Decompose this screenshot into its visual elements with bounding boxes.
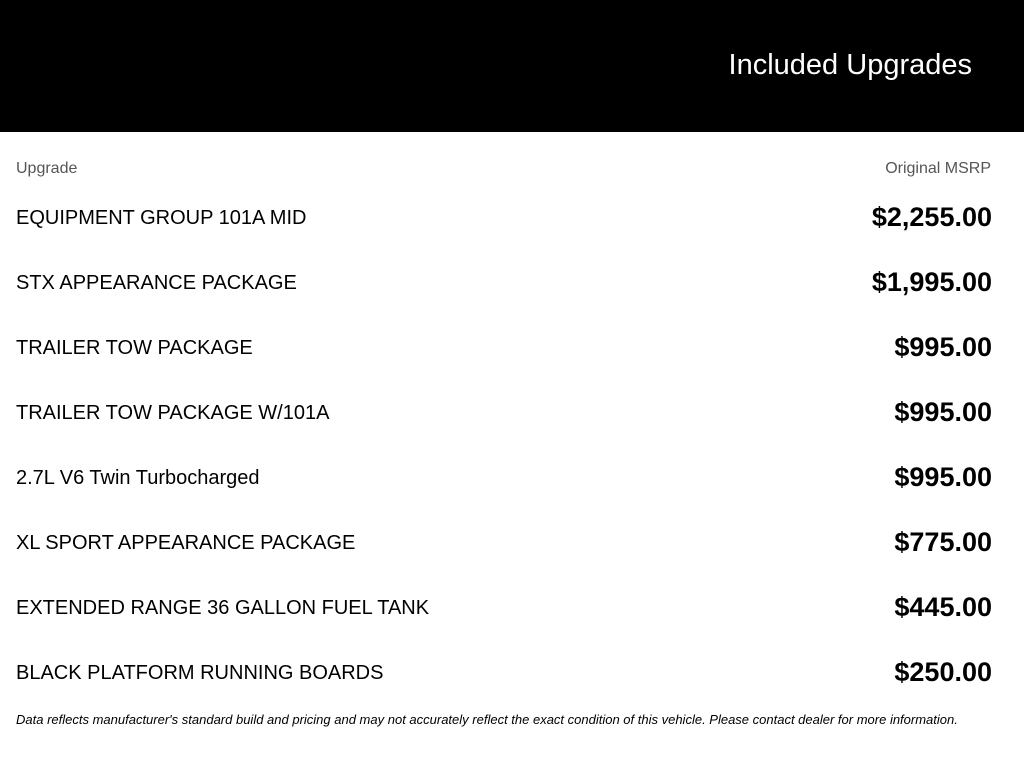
upgrade-row [16, 250, 992, 315]
upgrade-row [16, 185, 992, 250]
upgrade-name: EXTENDED RANGE 36 GALLON FUEL TANK [16, 597, 430, 619]
upgrade-name: TRAILER TOW PACKAGE W/101A [16, 402, 330, 424]
column-header-msrp: Original MSRP [885, 160, 991, 177]
upgrade-name: 2.7L V6 Twin Turbocharged [16, 467, 260, 489]
upgrade-name: EQUIPMENT GROUP 101A MID [16, 207, 307, 229]
upgrade-price: $2,255.00 [871, 202, 992, 232]
header-banner [0, 0, 1024, 132]
upgrade-row [16, 510, 992, 575]
disclaimer-text: Data reflects manufacturer's standard build and pricing and may not accurately reflect the exact condition of this vehicle. Please contact dealer for more information. [16, 712, 958, 727]
upgrade-price: $995.00 [894, 462, 992, 492]
upgrade-price: $250.00 [894, 657, 992, 687]
column-header-upgrade: Upgrade [16, 160, 78, 177]
upgrade-row [16, 315, 992, 380]
column-headers [16, 160, 991, 180]
upgrade-name: XL SPORT APPEARANCE PACKAGE [16, 532, 356, 554]
upgrade-row [16, 575, 992, 640]
upgrade-name: TRAILER TOW PACKAGE [16, 337, 253, 359]
upgrade-price: $775.00 [894, 527, 992, 557]
upgrades-list [16, 185, 992, 705]
upgrade-price: $995.00 [894, 397, 992, 427]
upgrade-price: $1,995.00 [871, 267, 992, 297]
upgrade-name: STX APPEARANCE PACKAGE [16, 272, 297, 294]
upgrade-price: $445.00 [894, 592, 992, 622]
upgrade-price: $995.00 [894, 332, 992, 362]
upgrade-name: BLACK PLATFORM RUNNING BOARDS [16, 662, 384, 684]
upgrade-row [16, 640, 992, 705]
upgrade-row [16, 380, 992, 445]
page-title: Included Upgrades [728, 49, 972, 81]
upgrade-row [16, 445, 992, 510]
